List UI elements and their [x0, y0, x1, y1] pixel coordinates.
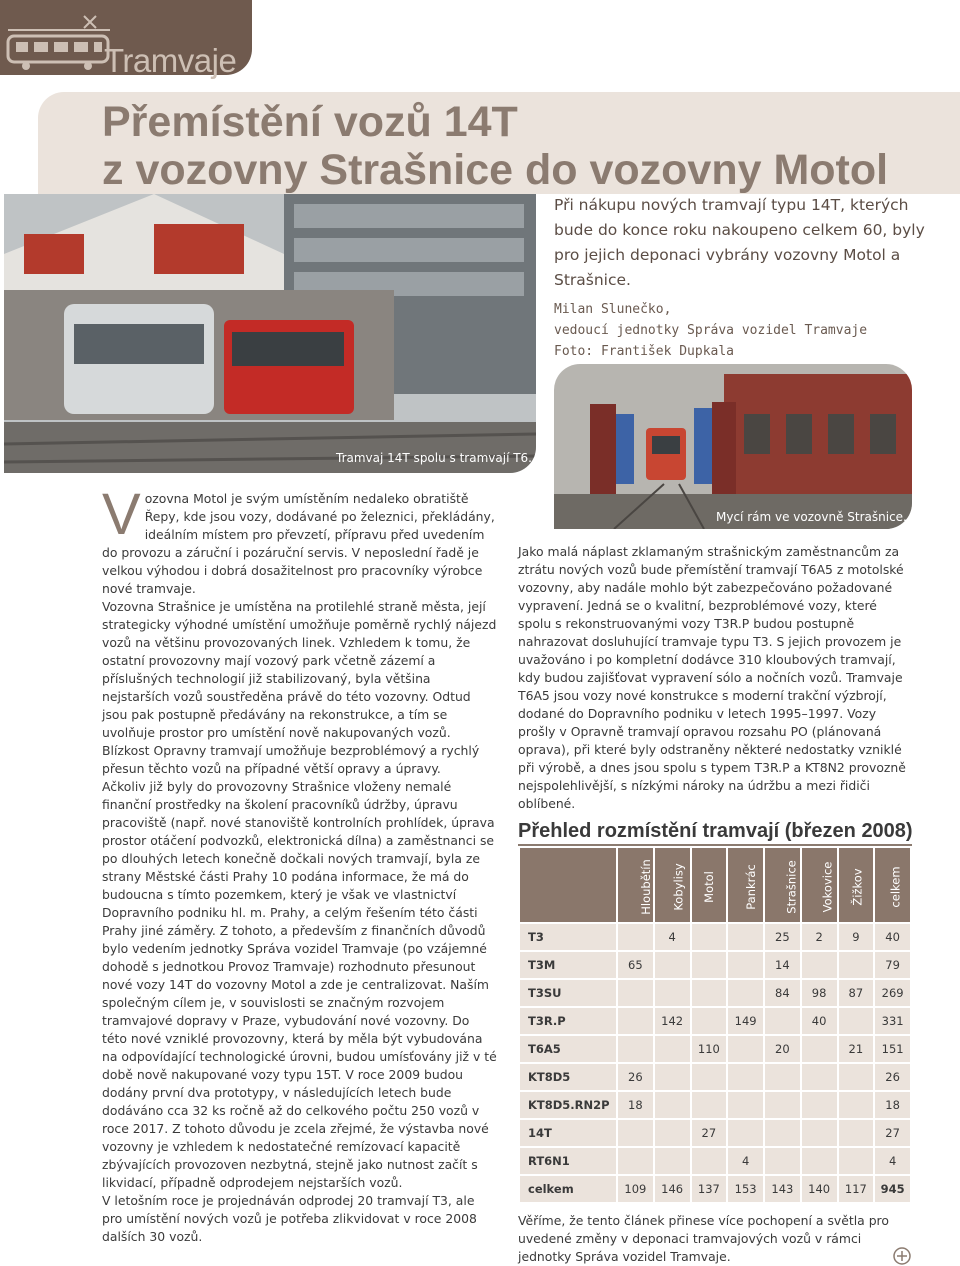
- table-cell: [728, 952, 763, 978]
- author-name: Milan Slunečko,: [554, 302, 672, 317]
- table-cell: [839, 952, 874, 978]
- distribution-table: [518, 846, 912, 1204]
- table-cell: 18: [875, 1092, 910, 1118]
- table-cell: [802, 1036, 837, 1062]
- table-cell: [765, 1008, 800, 1034]
- table-row: [520, 1008, 910, 1034]
- row-label: RT6N1: [520, 1148, 616, 1174]
- table-cell: [765, 1148, 800, 1174]
- table-cell: [618, 1008, 653, 1034]
- article-lede: Při nákupu nových tramvají typu 14T, kterých bude do konce roku nakoupeno celkem 60, byly pro jejich deponaci vybrány vozovny Motol a Strašnice.: [554, 196, 925, 289]
- table-cell: 27: [875, 1120, 910, 1146]
- table-row: [520, 952, 910, 978]
- table-cell: [839, 1064, 874, 1090]
- table-cell: [692, 1092, 727, 1118]
- table-cell: 21: [839, 1036, 874, 1062]
- table-cell: [765, 1092, 800, 1118]
- table-cell: [802, 952, 837, 978]
- row-label: T3R.P: [520, 1008, 616, 1034]
- row-label: T3M: [520, 952, 616, 978]
- table-cell: 2: [802, 924, 837, 950]
- column-header: Pankrác: [728, 848, 763, 922]
- tram-icon: [4, 12, 114, 72]
- table-cell: [655, 952, 690, 978]
- table-cell: 20: [765, 1036, 800, 1062]
- table-cell: [692, 924, 727, 950]
- table-cell: [655, 1036, 690, 1062]
- table-cell: [728, 924, 763, 950]
- table-cell: 109: [618, 1176, 653, 1202]
- column-header: Motol: [692, 848, 727, 922]
- table-cell: [839, 1008, 874, 1034]
- table-cell: 87: [839, 980, 874, 1006]
- table-cell: 9: [839, 924, 874, 950]
- row-label: T6A5: [520, 1036, 616, 1062]
- author-role: vedoucí jednotky Správa vozidel Tramvaje: [554, 323, 868, 338]
- table-cell: [618, 1148, 653, 1174]
- table-cell: [802, 1120, 837, 1146]
- drop-cap: V: [102, 482, 141, 547]
- column-header: celkem: [875, 848, 910, 922]
- body-paragraph-5: V letošním roce je projednáván odprodej 20 tramvají T3, ale pro umístění nových vozů je potřeba zlikvidovat v roce 2008 dalších 30 vozů.: [102, 1193, 477, 1244]
- table-cell: [802, 1064, 837, 1090]
- table-cell: 40: [875, 924, 910, 950]
- body-paragraph-3: Blízkost Opravny tramvají umožňuje bezproblémový a rychlý přesun těchto vozů na případné větší opravy a úpravy.: [102, 743, 480, 776]
- article-end-icon: [893, 1247, 911, 1265]
- photo-caption-wash: Mycí rám ve vozovně Strašnice.: [716, 510, 907, 524]
- table-cell: 945: [875, 1176, 910, 1202]
- column-header: Vokovice: [802, 848, 837, 922]
- table-row: [520, 1148, 910, 1174]
- body-paragraph-1: [102, 482, 498, 598]
- table-cell: [692, 980, 727, 1006]
- table-cell: [802, 1092, 837, 1118]
- table-total-row: [520, 1176, 910, 1202]
- table-row: [520, 980, 910, 1006]
- table-cell: [728, 980, 763, 1006]
- table-cell: 4: [875, 1148, 910, 1174]
- table-row: [520, 1120, 910, 1146]
- paragraph-1-text: ozovna Motol je svým umístěním nedaleko obratiště Řepy, kde jsou vozy, dodávané po železnici, překládány, ideálním místem pro převzetí, přípravu před uvedením do provozu a záruční i pozáruční servis. V neposlední řadě je velkou výhodou i dobrá dosažitelnost pro pracovníky výrobce nové tramvaje.: [102, 491, 495, 596]
- table-cell: 142: [655, 1008, 690, 1034]
- row-label: T3SU: [520, 980, 616, 1006]
- photo-wash-frame: [554, 364, 912, 529]
- table-cell: 26: [875, 1064, 910, 1090]
- body-left-column: [102, 482, 498, 1246]
- table-cell: [655, 1064, 690, 1090]
- table-cell: 4: [655, 924, 690, 950]
- row-label: T3: [520, 924, 616, 950]
- table-cell: 331: [875, 1008, 910, 1034]
- row-label: celkem: [520, 1176, 616, 1202]
- table-cell: [618, 980, 653, 1006]
- table-cell: 26: [618, 1064, 653, 1090]
- table-cell: 27: [692, 1120, 727, 1146]
- table-cell: [692, 952, 727, 978]
- row-label: KT8D5.RN2P: [520, 1092, 616, 1118]
- table-row: [520, 1092, 910, 1118]
- photo-credit: Foto: František Dupkala: [554, 344, 735, 359]
- column-header: Žižkov: [839, 848, 874, 922]
- table-cell: 146: [655, 1176, 690, 1202]
- table-cell: 117: [839, 1176, 874, 1202]
- table-cell: 4: [728, 1148, 763, 1174]
- table-cell: [839, 1092, 874, 1118]
- table-cell: [728, 1120, 763, 1146]
- table-cell: 84: [765, 980, 800, 1006]
- table-header-row: [520, 848, 910, 922]
- table-cell: 151: [875, 1036, 910, 1062]
- closing-paragraph: Věříme, že tento článek přinese více pochopení a světla pro uvedené změny v deponaci tramvajových vozů v rámci jednotky Správa vozidel Tramvaje.: [518, 1213, 889, 1264]
- table-cell: 110: [692, 1036, 727, 1062]
- table-cell: 14: [765, 952, 800, 978]
- table-row: [520, 1036, 910, 1062]
- table-cell: [728, 1064, 763, 1090]
- table-cell: 149: [728, 1008, 763, 1034]
- section-label: Tramvaje: [104, 42, 237, 79]
- table-cell: [839, 1120, 874, 1146]
- table-cell: 153: [728, 1176, 763, 1202]
- table-cell: [839, 1148, 874, 1174]
- table-row: [520, 924, 910, 950]
- table-cell: [618, 1036, 653, 1062]
- table-cell: [618, 924, 653, 950]
- table-cell: 269: [875, 980, 910, 1006]
- table-cell: [728, 1036, 763, 1062]
- table-cell: [692, 1064, 727, 1090]
- title-line-2: z vozovny Strašnice do vozovny Motol: [102, 146, 889, 194]
- table-cell: [765, 1064, 800, 1090]
- row-label: 14T: [520, 1120, 616, 1146]
- table-cell: 65: [618, 952, 653, 978]
- table-cell: 137: [692, 1176, 727, 1202]
- table-cell: [655, 1092, 690, 1118]
- table-cell: [655, 980, 690, 1006]
- photo-tram-depot: [4, 194, 536, 473]
- column-header: Strašnice: [765, 848, 800, 922]
- table-cell: 79: [875, 952, 910, 978]
- table-cell: [692, 1008, 727, 1034]
- table-cell: [692, 1148, 727, 1174]
- author-block: [554, 299, 934, 362]
- column-header: Hloubětín: [618, 848, 653, 922]
- table-cell: 98: [802, 980, 837, 1006]
- body-paragraph-6: Jako malá náplast zklamaným strašnickým zaměstnancům za ztrátu nových vozů bude přemístění tramvají T6A5 z motolské vozovny, aby nadále mohlo být zabezpečováno požadované vypravení. Jedná se o kvalitní, bezproblémové vozy, které spolu s rekonstruovanými vozy T3R.P budou postupně nahrazovat dosluhující tramvaje typu T3. S jejich provozem je uvažováno i po kompletní dodávce 310 kloubových tramvají, kdy budou zajišťovat vypravení sólo a nočních vozů. Tramvaje T6A5 jsou vozy nové konstrukce s moderní trakční výzbrojí, dodané do Dopravního podniku v letech 1995–1997. Vozy prošly v Opravně tramvají opravou rozsahu PO (plánovaná oprava), při které byly odstraněny některé nedostatky vzniklé při výrobě, a dnes jsou spolu s typem T3R.P a KT8N2 provozně nejspolehlivější, s nízkými nároky na údržbu a mezi řidiči oblíbené.: [518, 544, 906, 811]
- table-cell: 140: [802, 1176, 837, 1202]
- title-line-1: Přemístění vozů 14T: [102, 98, 518, 146]
- column-header: Kobylisy: [655, 848, 690, 922]
- table-cell: [655, 1148, 690, 1174]
- body-paragraph-4: Ačkoliv již byly do provozovny Strašnice vloženy nemalé finanční prostředky na školení pracovníků údržby, úpravu pracoviště (např. nové stanoviště kontrolních prohlídek, úprava prostor otáčení podvozků, elektronická dílna) a zaměstnanci se po dlouhých letech konečně dočkali nových tramvají, byla ze strany Městské části Prahy 10 podána informace, že má do budoucna s tímto pozemkem, který je však ve vlastnictví Dopravního podniku hl. m. Prahy, a celým řešením této části Prahy jiné záměry. Z tohoto, a především z finančních důvodů bylo vedením jednotky Správa vozidel Tramvaje (po vzájemné dohodě s jednotkou Provoz Tramvaje) rozhodnuto přesunout nové vozy 14T do vozovny Motol a zde je centralizovat. Naším společným cílem je, v souvislosti se značným rozvojem tramvajové dopravy v Praze, vybudování nové vozovny. Do této nové vzniklé provozovny, která by měla být vybudována na odpovídající technologické úrovni, budou umísťovány již v té době nově nakupované vozy typu 15T. V roce 2009 budou dodány první dva prototypy, v následujících letech bude dodáváno cca 32 ks ročně až do celkového počtu 250 vozů v roce 2017. Z tohoto důvodu je zcela zřejmé, že výstavba nové vozovny je vzhledem k nedostatečné remízovací kapacitě zbývajících provozoven nezbytná, stejně jako nutnost začít s likvidací, případně odprodejem nejstarších vozů.: [102, 779, 497, 1190]
- table-cell: 18: [618, 1092, 653, 1118]
- article-title: [102, 98, 942, 194]
- table-row: [520, 1064, 910, 1090]
- table-title: Přehled rozmístění tramvají (březen 2008): [518, 820, 913, 842]
- table-cell: [618, 1120, 653, 1146]
- table-cell: [655, 1120, 690, 1146]
- row-label: KT8D5: [520, 1064, 616, 1090]
- table-cell: [765, 1120, 800, 1146]
- body-paragraph-2: Vozovna Strašnice je umístěna na protilehlé straně města, její strategicky výhodné umístění umožňuje poměrně rychlý nájezd vozů na většinu provozovaných linek. Vzhledem k tomu, že ostatní provozovny mají vozový park včetně zázemí a příslušných technologií již stabilizovaný, byla většina nejstarších vozů soustředěna právě do této vozovny. Odtud jsou pak postupně předávány na rekonstrukce, a tím se uvolňuje prostor pro umístění nově nakupovaných vozů.: [102, 599, 497, 740]
- table-cell: 25: [765, 924, 800, 950]
- table-cell: 40: [802, 1008, 837, 1034]
- table-corner: [520, 848, 616, 922]
- photo-caption-main: Tramvaj 14T spolu s tramvají T6.: [336, 451, 532, 465]
- table-cell: [728, 1092, 763, 1118]
- table-cell: [802, 1148, 837, 1174]
- table-cell: 143: [765, 1176, 800, 1202]
